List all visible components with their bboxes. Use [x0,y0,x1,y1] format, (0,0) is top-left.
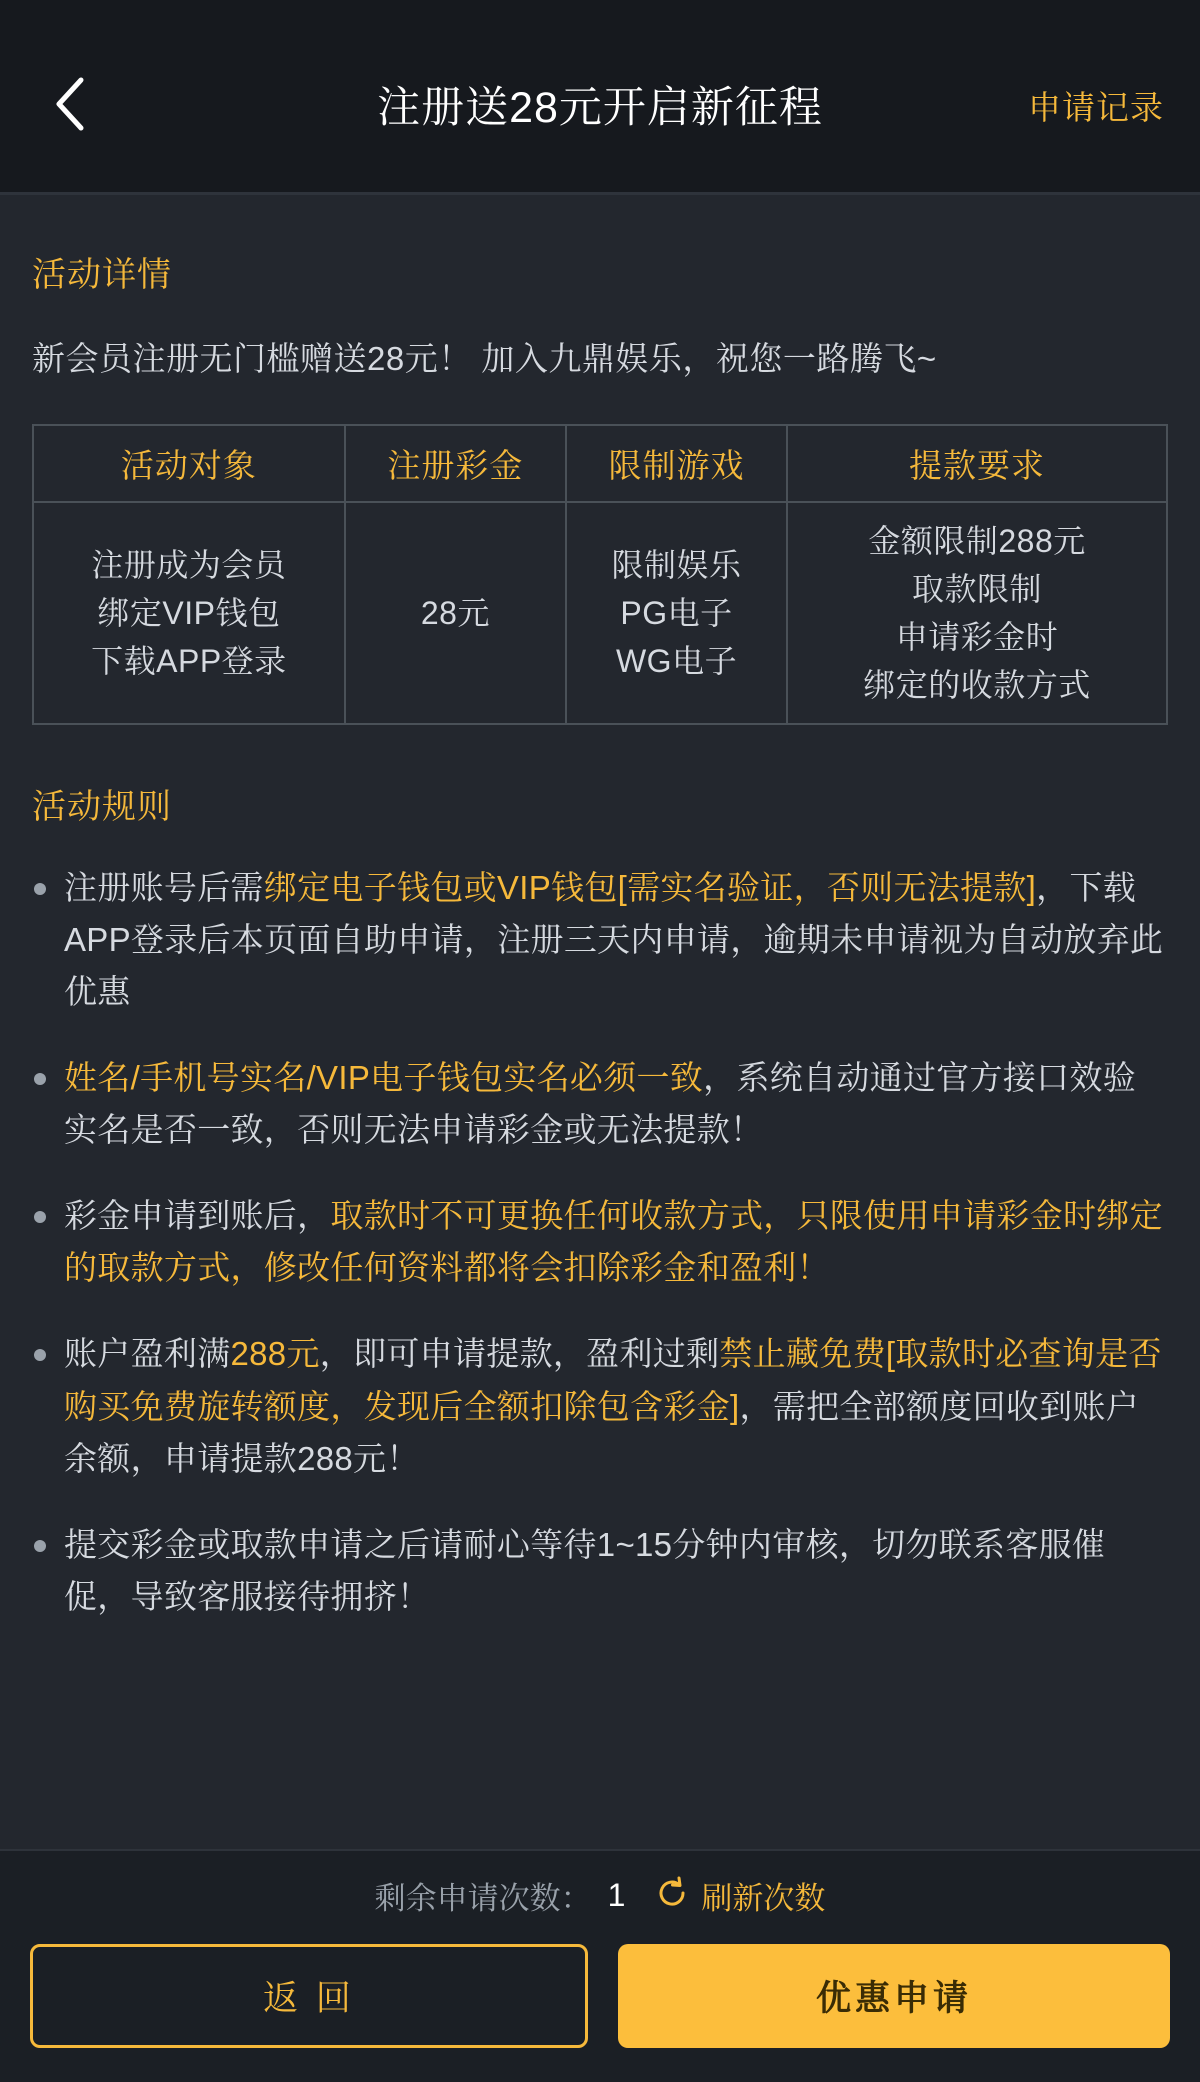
apply-promotion-button[interactable]: 优惠申请 [618,1944,1170,2048]
cell-games-text: 限制娱乐 PG电子 WG电子 [611,546,742,679]
action-buttons [30,1944,1170,2048]
rule-text: ，系统自动通过官方接口效验实名是否一致，否则无法申请彩金或无法提款！ [64,1058,1137,1148]
table-header-target: 活动对象 [33,425,345,502]
rule-highlight-text: 288元 [230,1335,320,1373]
bottom-bar [0,1849,1200,2082]
activity-intro-text: 新会员注册无门槛赠送28元！ 加入九鼎娱乐，祝您一路腾飞~ [32,340,937,377]
rule-text: ，需把全部额度回收到账户余额，申请提款288元！ [64,1387,1140,1477]
rule-text: ，下载APP登录后本页面自助申请，注册三天内申请，逾期未申请视为自动放弃此优惠 [64,868,1164,1010]
back-action-button[interactable]: 返 回 [30,1944,588,2048]
activity-rules-title: 活动规则 [32,787,172,826]
table-header-games: 限制游戏 [566,425,787,502]
cell-target [33,502,345,724]
refresh-attempts-button[interactable] [655,1873,825,1918]
rule-item [32,1328,1168,1484]
rule-item [32,1052,1168,1156]
activity-detail-table [32,424,1168,725]
cell-withdraw [787,502,1167,724]
rule-item [32,1190,1168,1294]
cell-withdraw-text: 金额限制288元 取款限制 申请彩金时 绑定的收款方式 [863,522,1091,703]
rule-text: ，即可申请提款，盈利过剩 [319,1335,720,1373]
top-bar [0,0,1200,192]
rule-text: 注册账号后需 [64,868,264,906]
refresh-attempts-label: 刷新次数 [701,1881,826,1916]
rule-highlight-text: 绑定电子钱包或VIP钱包[需实名验证，否则无法提款] [263,868,1037,906]
table-row [33,502,1167,724]
rule-highlight-text: 取款时不可更换任何收款方式，只限使用申请彩金时绑定的取款方式，修改任何资料都将会扣除彩金和盈利！ [64,1197,1163,1287]
refresh-icon [655,1876,689,1915]
activity-rules-list [32,862,1168,1624]
rule-highlight-text: 禁止藏免费[取款时必查询是否购买免费旋转额度，发现后全额扣除包含彩金] [64,1335,1162,1425]
rule-text: 账户盈利满 [64,1335,231,1373]
table-header-withdraw: 提款要求 [787,425,1167,502]
back-button[interactable] [36,69,106,139]
rule-text: 彩金申请到账后， [64,1197,331,1235]
remaining-attempts-count: 1 [607,1877,626,1913]
remaining-attempts-row [30,1873,1170,1918]
page-title: 注册送28元开启新征程 [377,84,823,132]
remaining-attempts-label: 剩余申请次数： [374,1881,592,1916]
chevron-left-icon [53,74,89,134]
activity-detail-title: 活动详情 [32,256,172,294]
cell-bonus-text: 28元 [420,594,490,631]
content-area [0,195,1200,1849]
cell-games [566,502,787,724]
rule-highlight-text: 姓名/手机号实名/VIP电子钱包实名必须一致 [64,1058,704,1096]
rule-item [32,862,1168,1018]
application-records-link[interactable]: 申请记录 [1028,88,1164,126]
rule-item [32,1519,1168,1623]
table-header-row [33,425,1167,502]
table-header-bonus: 注册彩金 [345,425,566,502]
cell-bonus [345,502,566,724]
rule-text: 提交彩金或取款申请之后请耐心等待1~15分钟内审核，切勿联系客服催促，导致客服接待拥挤！ [64,1525,1106,1615]
cell-target-text: 注册成为会员 绑定VIP钱包 下载APP登录 [91,546,287,679]
